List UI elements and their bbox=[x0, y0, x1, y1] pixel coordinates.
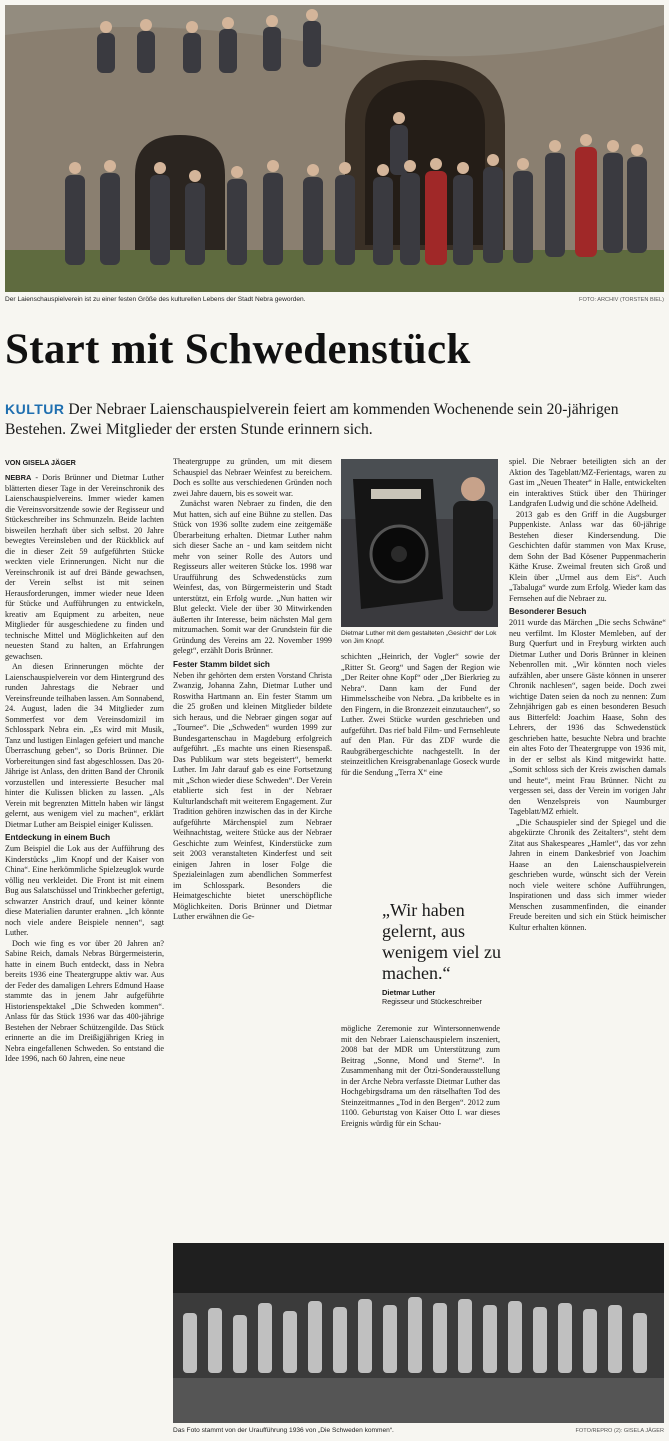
historic-group-illustration bbox=[173, 1243, 664, 1423]
column-2 bbox=[173, 457, 332, 1240]
bottom-photo-caption: Das Foto stammt von der Uraufführung 1936 von „Die Schweden kommen“. bbox=[173, 1427, 394, 1434]
paragraph: mögliche Zeremonie zur Wintersonnenwende mit den Nebraer Laienschauspielern inszeniert, 2008 bat der MDR um Unterstützung zum Beitrag „Sonne, Mond und Sterne“. In Zusammenhang mit der Ötzi-Sonderausstellung in der Arche Nebra verfasste Dietmar Luther das Hochgebirgsdrama um den rätselhaften Tod des Steinzeitmannes „Tod in den Bergen“. 2012 zum 1100. Geburtstag von Kaiser Otto I. war dieses Ereignis würdig für ein Schau- bbox=[341, 1024, 500, 1128]
paragraph: 2013 gab es den Griff in die Augsburger Puppenkiste. Anlass war das 60-jährige Bestehen dieser Kindersendung. Die Geschichten dafür stammen von Max Kruse, dem Sohn der Bad Kösener Puppenmacherin Käthe Kruse. Zweimal freuten sich Groß und Klein über „Urmel aus dem Eis“. Auch „Tabaluga“ wurde zum Erfolg. Wieder kam das Fernsehen auf die Nebraer zu. bbox=[509, 509, 666, 603]
paragraph: Neben ihr gehörten dem ersten Vorstand Christa Zwanzig, Johanna Zahn, Dietmar Luther und Roswitha Hartmann an. Ein fester Stamm um die 25 großen und kleinen Mitglieder bildete sich heraus, und die Nebraer gingen sogar auf „Tournee“. Die „Schweden“ wurden 1999 zur Bundesgartenschau in Magdeburg erfolgreich aufgeführt. „Es machte uns einen Riesenspaß. Das Publikum war stets begeistert“, bemerkt Luther. Im Jahr darauf gab es eine Fortsetzung mit „Schon wieder diese Schweden“. Der Verein etablierte sich fest in der Nebraer Kulturlandschaft mit weiterem Engagement. Zur Tradition gehören inzwischen das in der Kirche aufgeführte Märchenspiel zum Nebraer Weihnachtstag, weitere Stücke aus der Nebraer Geschichte zum Weinfest, Kinderstücke zum seit 2003 veranstalteten Kinderfest und seit einigen Jahren in loser Folge die Spezialeinlagen zum abendlichen Sommerfest im Schlosspark. Besonders die Heimatgeschichte bietet unerschöpfliche Möglichkeiten. Doris Brünner und Dietmar Luther erwähnen die Ge- bbox=[173, 670, 332, 921]
group-photo bbox=[5, 5, 664, 292]
paragraph: spiel. Die Nebraer beteiligten sich an der Aktion des Tageblatt/MZ-Ferientags, waren zu Gast im „Neuen Theater“ in Halle, entwickelten ein interaktives Stück über den Thüringer Landgrafen Ludwig und die schöne Adelheid. bbox=[509, 457, 666, 508]
dateline: NEBRA bbox=[5, 473, 32, 482]
paragraph: Zum Beispiel die Lok aus der Aufführung des Kinderstücks „Jim Knopf und der Kaiser von China“. Eine herkömmliche Spielzeuglok wurde völlig neu verkleidet. Die Front ist mit einem Bug aus Salatschüssel und Trinkbecher gefertigt, schwarzer Anstrich drauf, und keiner könnte diese Materialien darunter erahnen. „Ich könnte noch viele andere Beispiele nennen“, sagt Luther. bbox=[5, 844, 164, 937]
kicker-kultur: KULTUR bbox=[5, 401, 65, 417]
quote-role: Regisseur und Stückeschreiber bbox=[382, 997, 482, 1006]
bottom-photo-credit: FOTO/REPRO (2): GISELA JÄGER bbox=[575, 1428, 664, 1434]
paragraph: Theatergruppe zu gründen, um mit diesem Schauspiel das Nebraer Weinfest zu bereichern. Doch es sollte aus verschiedenen Gründen noch zwei Jahre dauern, bis es soweit war. bbox=[173, 457, 332, 498]
subheading: Besonderer Besuch bbox=[509, 607, 587, 616]
castle-ruin-illustration bbox=[5, 5, 664, 292]
column-3 bbox=[341, 652, 500, 867]
subheading: Fester Stamm bildet sich bbox=[173, 659, 270, 669]
historic-photo-1936 bbox=[173, 1243, 664, 1423]
loco-photo-caption: Dietmar Luther mit dem gestalteten „Gesicht“ der Lok von Jim Knopf. bbox=[341, 630, 497, 645]
loco-photo bbox=[341, 459, 498, 627]
loco-face-illustration bbox=[341, 459, 498, 627]
quote-text: „Wir haben gelernt, aus wenigem viel zu machen.“ bbox=[382, 900, 501, 983]
lead-paragraph bbox=[5, 399, 664, 440]
column-1 bbox=[5, 473, 164, 1441]
paragraph: NEBRA - Doris Brünner und Dietmar Luther blätterten dieser Tage in der Vereinschronik des Laienschauspielvereins. Immer wieder kamen die Vereinsvorsitzende sowie der Regisseur und Stückeschreiber ins Schmunzeln. Beide lachten bisweilen herzhaft über sich selbst. 20 Jahre bewegtes Vereinsleben und der Rückblick auf die in dieser Zeit 59 aufgeführten Stücke weckten viele Erinnerungen. Nicht nur die Vereinschronik ist auf drei Bände gewachsen, der Verein selbst ist mit seinen Herausforderungen, immer wieder neue Ideen für Stücke und Aufführungen zu entwickeln, kreativ am Equipment zu arbeiten, neue Mitglieder für ausgeschiedene zu finden und technische Mittel und Möglichkeiten auf den neuesten Stand zu halten, an Erfahrungen gewachsen. bbox=[5, 473, 164, 661]
quote-author: Dietmar Luther bbox=[382, 988, 436, 997]
pull-quote bbox=[382, 900, 502, 1006]
top-photo-caption: Der Laienschauspielverein ist zu einer festen Größe des kulturellen Lebens der Stadt Nebra geworden. bbox=[5, 296, 306, 303]
paragraph: schichten „Heinrich, der Vogler“ sowie der „Ritter St. Georg“ und Sagen der Region wie „Der Reiter ohne Kopf“ oder „Der Bierkrieg zu Nebra“. Dann kam der Fund der Himmelsscheibe von Nebra. „Da kribbelte es in den Fingern, in die Bronzezeit einzutauchen“, so Luther. Zwei Stücke wurden geschrieben und aufgeführt. Das rief bald Film- und Fernsehleute auf den Plan. Für das ZDF wurde die Raubgräbergeschichte nachgestellt. In der steinzeitlichen Kreisgrabenanlage Goseck wurde für die Sendung „Terra X“ eine bbox=[341, 652, 500, 777]
column-4 bbox=[509, 457, 666, 1240]
headline: Start mit Schwedenstück bbox=[5, 326, 471, 373]
top-photo-credit: FOTO: ARCHIV (TORSTEN BIEL) bbox=[579, 297, 664, 303]
paragraph: Zunächst waren Nebraer zu finden, die den Mut hatten, sich auf eine Bühne zu stellen. Das Stück von 1936 sollte zudem eine zeitgemäße Überarbeitung erhalten. Dietmar Luther nahm sich dieser Sache an - und kam seitdem nicht mehr von seiner Rolle des Autors und Regisseurs aller weiteren Stücke los. 1998 war Uraufführung des Schwedenstücks zum Weinfest, das, von Bürgermeisterin und Stadt unterstützt, ein Erfolg wurde. „Nun hatten wir Blut geleckt. Viele der über 30 Mitwirkenden äußerten ihr Interesse, beim nächsten Mal gern mitzumachen. Somit war der Grundstein für die Gründung des Vereins am 22. November 1999 gelegt“, erzählt Doris Brünner. bbox=[173, 499, 332, 655]
byline: VON GISELA JÄGER bbox=[5, 458, 76, 467]
paragraph: Doch wie fing es vor über 20 Jahren an? Sabine Reich, damals Nebras Bürgermeisterin, hatte in einem Buch entdeckt, dass in Nebra bereits 1936 eine Theatergruppe aktiv war. Aus der Feder des damaligen Lehrers Edmund Haase stammte das in jenem Jahr aufgeführte Historienspektakel „Die Schweden kommen“. Anlass für das Stück 1936 war das 400-jährige Bestehen der Nebraer Schützengilde. Das Stück erinnerte an die im Dreißigjährigen Krieg in Nebra eingefallenen Schweden. So entstand die Idee 1996, nach 60 Jahren, eine neue bbox=[5, 938, 164, 1063]
paragraph: „Die Schauspieler sind der Spiegel und die abgekürzte Chronik des Zeitalters“, steht dem Zitat aus Shakespeares „Hamlet“, das vor zehn Jahren in einem Dankesbrief von Joachim Haase an den Laienschauspielverein geschrieben wurde, wünscht sich der Verein noch viele weitere schöne Aufführungen, Inspirationen und dass sich immer wieder Menschen zusammenfinden, die einander Freude bereiten und sich ein Stück heimischer Kultur erhalten können. bbox=[509, 817, 666, 932]
lead-text: Der Nebraer Laienschauspielverein feiert am kommenden Wochenende sein 20-jährigen Bestehen. Zwei Mitglieder der ersten Stunde erinnern sich. bbox=[5, 401, 619, 438]
paragraph: 2011 wurde das Märchen „Die sechs Schwäne“ neu verfilmt. Im Kloster Memleben, auf der Burg Querfurt und in Freyburg wirkten auch Dietmar Luther und Doris Brünner in kleinen Nebenrollen mit. „Wir könnten noch vieles aufzählen, aber unsere Gäste können in unserer Chronik nachlesen“, sagen beide. Doch zwei wichtige Daten seien da noch zu nennen: Zum Zehnjährigen gab es einen besonderen Besuch aus Bitterfeld: Joachim Haase, Sohn des Lehrers, der 1936 das Schwedenstück geschrieben hatte, besuchte Nebra und brachte ein altes Foto der Theatergruppe von 1936 mit, in der er selbst als Kind mitgewirkt hatte. „Somit schloss sich der Kreis zwischen damals und heute“, meint Frau Brünner. Nicht zu vergessen sei, dass der Verein im vorigen Jahr den Wenzelspreis von Naumburger Tageblatt/MZ erhielt. bbox=[509, 618, 666, 816]
subheading: Entdeckung in einem Buch bbox=[5, 833, 111, 842]
paragraph: An diesen Erinnerungen möchte der Laienschauspielverein vor dem Hintergrund des runden Jahrestags die Nebraer und Vereinsfreunde teilhaben lassen. Am Sonnabend, 24. August, laden die 34 Mitglieder zum Sommerfest vor dem Vereinsdomizil im Schlosspark Nebra ein. „Es wird mit Musik, Tanz und lustigen Einlagen gefeiert und manche Überraschung geben“, so Doris Brünner. Die Vorbereitungen sind fast abgeschlossen. Das 20-Jährige ist Anlass, den dritten Band der Chronik vorzustellen und interessierte Besucher mal hinter die Kulissen blicken zu lassen. „Als Verein mit begrenzten Mitteln haben wir längst gelernt, aus wenigem viel zu machen“, erklärt Dietmar Luther am Beispiel einiger Kulissen. bbox=[5, 662, 164, 829]
column-3-continued bbox=[341, 1024, 500, 1239]
